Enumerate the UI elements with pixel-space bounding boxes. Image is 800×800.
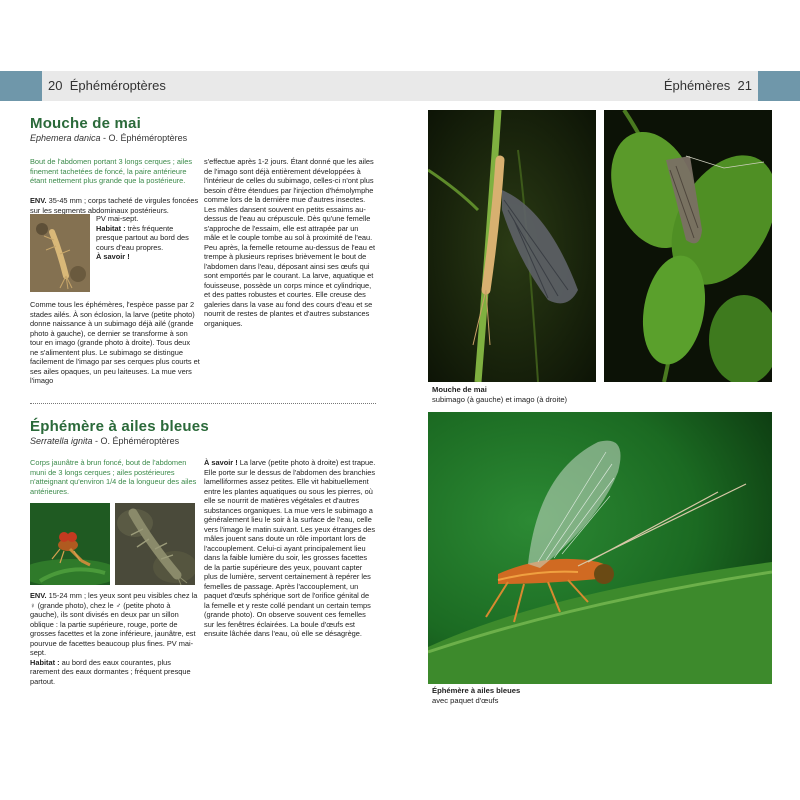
species2-savoir-label: À savoir ! [204,458,238,467]
species2-photo-caption [432,686,772,705]
blue-winged-olive-photo [428,412,772,684]
right-section-title: Éphémères [663,78,731,93]
left-section-title: Éphéméroptères [69,78,166,93]
section-divider [30,403,376,404]
species1-savoir-label: À savoir ! [96,252,130,261]
species1-latin: Ephemera danica [30,133,101,143]
species1-pv: PV mai-sept. [96,214,139,223]
left-page-number: 20 [48,78,63,93]
species2-pv: PV mai-sept. [30,638,194,657]
species2-order: - O. Éphéméroptères [92,436,180,446]
species2-habitat-label: Habitat : [30,657,60,667]
species1-order: - O. Éphéméroptères [100,133,188,143]
species2-latin: Serratella ignita [30,436,93,446]
species2-larva-photo [115,503,195,585]
right-page-tab [758,71,800,101]
species1-env-label: ENV. [30,196,47,205]
species1-caption-title: Mouche de mai [432,385,487,394]
species1-savoir-text: Comme tous les éphémères, l'espèce passe par 2 stades ailés. À son éclosion, la larve (petite photo) donne naissance à un subimago déjà ailé (grande photo à gauche), ce dernier se transforme à son tour en imago (grande photo à droite). Tous deux ne s'alimentent plus. Le subimago se distingue facilement de l'imago par ses cerques plus courts et ses ailes opaques, un peu laiteuses. La mue vers l'imago [30,300,200,385]
species2-key-features: Corps jaunâtre à brun foncé, bout de l'abdomen muni de 3 longs cerques ; ailes postérieures n'atteignant qu'environ 1/4 de la longueur des ailes antérieures. [30,458,197,496]
right-page-number: 21 [737,78,752,93]
left-page-tab [0,71,42,101]
species1-caption-text: subimago (à gauche) et imago (à droite) [432,394,568,404]
species1-env-line: ENV. 35-45 mm ; corps tacheté de virgules foncées sur les segments abdominaux postérieurs. [30,196,199,215]
species1-habitat-label: Habitat : [96,223,126,233]
mayfly-imago-photo [604,110,772,382]
species1-column2-text: s'effectue après 1-2 jours. Étant donné que les ailes de l'imago sont déjà entièrement développées à l'intérieur de celles du subimago, celles-ci n'ont plus besoin d'être étendues par l'injection d'hémolymphe comme lors de la dernière mue d'autres insectes. Les mâles dansent souvent en petits essaims au-dessus de l'eau au crépuscule. Dès qu'une femelle s'approche de l'essaim, elle est attrapée par un mâle et le couple tombe au sol à proximité de l'eau. Peu après, la femelle retourne au-dessus de l'eau et trempe à plusieurs reprises brièvement le bout de l'abdomen dans l'eau, déposant ainsi ses œufs qui sont emportés par le courant. La larve, aquatique et fouisseuse, possède un corps mince et cylindrique, et des pattes robustes et courtes. Elle creuse des galeries dans la vase au fond des cours d'eau et se nourrit de restes de plantes et d'autres substances organiques. [204,157,376,328]
species2-subtitle [30,436,179,447]
species2-savoir: À savoir ! La larve (petite photo à droite) est trapue. Elle porte sur le dessus de l'abdomen des branchies lamelliformes assez petites. Elle vit habituellement entre les plantes aquatiques ou sous les pierres, où elle se nourrit de matières végétales et d'autres substances organiques. La mue vers le subimago a généralement lieu le soir à la surface de l'eau, celle vers l'imago le matin suivant. Les yeux étranges des mâles jouent sans doute un rôle important lors de l'accouplement. Celui-ci ayant principalement lieu dans la faible lumière du soir, les grosses facettes de la partie supérieure des yeux, pouvant capter plus de lumière, servent certainement à repérer les femelles de passage. Après l'accouplement, un paquet d'œufs sphérique sort de l'orifice génital de la femelle et y reste collé pendant un certain temps (grande photo). On observe souvent ces femelles sur les fenêtres éclairées. La boule d'œufs est ensuite lâchée dans l'eau, où elle se désagrège. [204,458,376,638]
left-running-head [48,78,166,94]
species1-key-features: Bout de l'abdomen portant 3 longs cerques ; ailes finement tachetées de foncé, la paire antérieure étant nettement plus grande que la postérieure. [30,157,193,185]
species1-photo-caption [432,385,772,404]
species2-caption-text: avec paquet d'œufs [432,695,499,705]
species2-details: ENV. 15-24 mm ; les yeux sont peu visibles chez la ♀ (grande photo), chez le ♂ (petite photo à gauche), ils sont divisés en deux par un sillon oblique : la partie supérieure, rouge, porte de grosses facettes et la zone inférieure, jaunâtre, est pourvue de facettes beaucoup plus fines. PV mai-sept. Habitat : au bord des eaux courantes, plus rarement des eaux dormantes ; fréquent presque partout. [30,591,198,686]
right-running-head [664,78,752,94]
species1-subtitle [30,133,187,144]
species1-larva-photo [30,214,90,292]
species2-env-label: ENV. [30,591,47,600]
species1-text-beside-photo: PV mai-sept. Habitat : très fréquente presque partout au bord des cours d'eau propres. À savoir ! [96,214,189,261]
species2-caption-title: Éphémère à ailes bleues [432,686,521,695]
mayfly-subimago-photo [428,110,596,382]
species1-title: Mouche de mai [30,115,141,132]
species2-title: Éphémère à ailes bleues [30,418,209,435]
species2-male-photo [30,503,110,585]
